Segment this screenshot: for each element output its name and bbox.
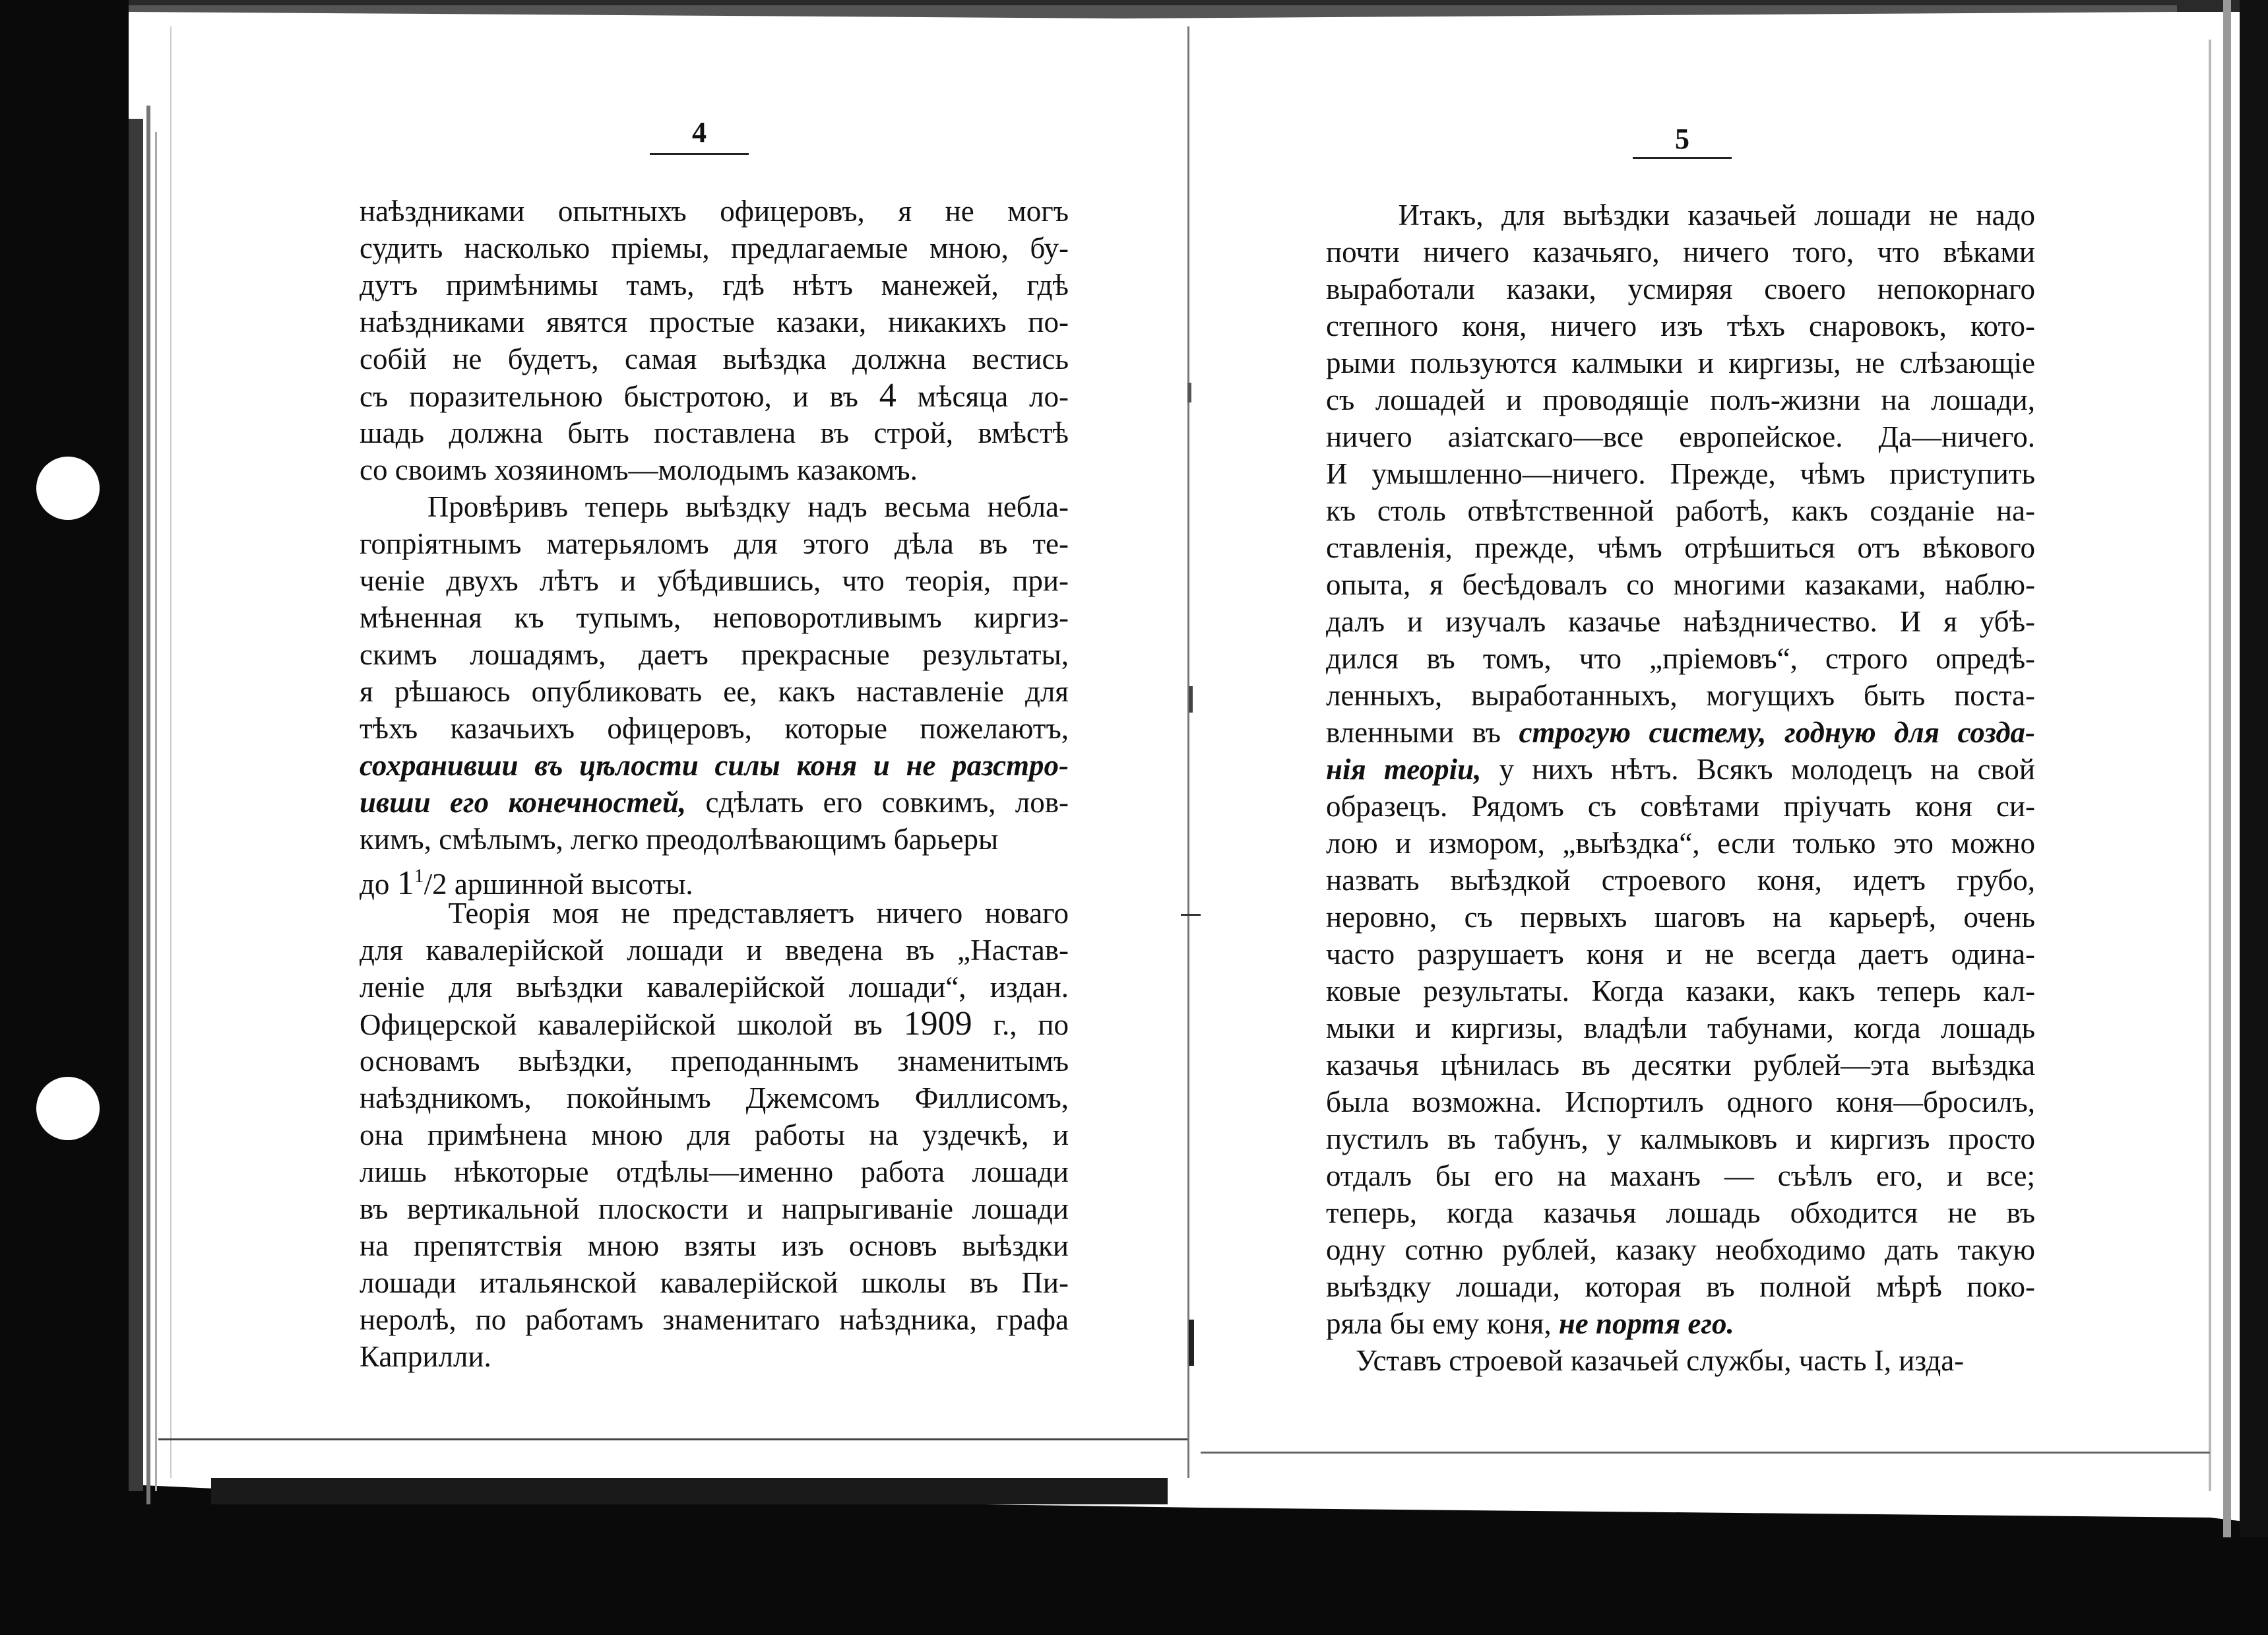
text-segment: не портя его. bbox=[1558, 1307, 1734, 1340]
punch-hole-icon bbox=[36, 457, 100, 520]
text-line bbox=[1326, 825, 2035, 862]
text-segment: судить насколько пріемы, предлагаемые мною, бу- bbox=[360, 232, 1069, 265]
text-segment: на препятствія мною взяты изъ основъ выѣздки bbox=[360, 1229, 1069, 1262]
text-segment: мыки и киргизы, владѣли табунами, когда лошадь bbox=[1326, 1011, 2035, 1044]
text-line bbox=[360, 895, 1069, 932]
text-segment: для кавалерійской лошади и введена въ „Настав- bbox=[360, 934, 1069, 967]
text-segment: выѣздку лошади, которая въ полной мѣрѣ поко- bbox=[1326, 1270, 2035, 1303]
text-segment: Каприлли. bbox=[360, 1340, 491, 1373]
text-segment: опыта, я бесѣдовалъ со многими казаками, наблю- bbox=[1326, 568, 2035, 601]
text-segment: Провѣривъ теперь выѣздку надъ весьма небла- bbox=[360, 490, 1069, 523]
text-segment: была возможна. Испортилъ одного коня—бросилъ, bbox=[1326, 1085, 2035, 1118]
text-line bbox=[1326, 1194, 2035, 1231]
text-line bbox=[360, 1338, 1069, 1375]
text-segment: назвать выѣздкой строевого коня, идетъ грубо, bbox=[1326, 864, 2035, 897]
text-line bbox=[360, 230, 1069, 267]
text-line bbox=[360, 1042, 1069, 1079]
text-segment: Теорія моя не представляетъ ничего новаго bbox=[360, 897, 1069, 930]
text-line bbox=[1326, 492, 2035, 529]
text-segment: сдѣлать его совкимъ, лов- bbox=[686, 786, 1069, 819]
text-line bbox=[1326, 1305, 2035, 1342]
text-segment: лишь нѣкоторые отдѣлы—именно работа лошади bbox=[360, 1155, 1069, 1188]
text-segment: кимъ, смѣлымъ, легко преодолѣвающимъ барьеры bbox=[360, 823, 999, 856]
text-segment: Итакъ, для выѣздки казачьей лошади не надо bbox=[1326, 199, 2035, 232]
text-segment: съ лошадей и проводящіе полъ-жизни на лошади, bbox=[1326, 383, 2035, 416]
text-line bbox=[1326, 418, 2035, 455]
text-line bbox=[360, 636, 1069, 673]
text-segment: шадь должна быть поставлена въ строй, вмѣстѣ bbox=[360, 416, 1069, 449]
text-line bbox=[1326, 1120, 2035, 1157]
text-line bbox=[1326, 1046, 2035, 1083]
text-line bbox=[360, 710, 1069, 747]
text-line bbox=[1326, 566, 2035, 603]
text-segment: Офицерской кавалерійской школой въ bbox=[360, 1008, 904, 1041]
page-number-left: 4 bbox=[692, 116, 707, 148]
text-segment: 1 bbox=[396, 864, 414, 902]
text-line bbox=[360, 1301, 1069, 1338]
text-segment: основамъ выѣздки, преподаннымъ знаменитымъ bbox=[360, 1044, 1069, 1077]
text-line bbox=[360, 1006, 1069, 1042]
text-line bbox=[1326, 1157, 2035, 1194]
text-line bbox=[1326, 936, 2035, 973]
text-line bbox=[360, 1153, 1069, 1190]
text-line bbox=[1326, 234, 2035, 271]
text-segment: пустилъ въ табунъ, у калмыковъ и киргизъ просто bbox=[1326, 1122, 2035, 1155]
text-segment: съ поразительною быстротою, и въ bbox=[360, 380, 879, 413]
text-segment: выработали казаки, усмиряя своего непокорнаго bbox=[1326, 272, 2035, 305]
text-segment: вленными въ bbox=[1326, 716, 1519, 749]
text-segment: ставленія, прежде, чѣмъ отрѣшиться отъ вѣкового bbox=[1326, 531, 2035, 564]
page-body-right bbox=[1326, 197, 2035, 1379]
text-segment: ленныхъ, выработанныхъ, могущихъ быть поста- bbox=[1326, 679, 2035, 712]
text-line bbox=[360, 267, 1069, 304]
text-segment: я рѣшаюсь опубликовать ее, какъ наставленіе для bbox=[360, 675, 1069, 708]
text-segment: И умышленно—ничего. Прежде, чѣмъ приступить bbox=[1326, 457, 2035, 490]
text-line bbox=[360, 858, 1069, 902]
text-line bbox=[1326, 271, 2035, 307]
text-line bbox=[360, 304, 1069, 340]
text-line bbox=[1326, 899, 2035, 936]
text-line bbox=[360, 673, 1069, 710]
text-line bbox=[360, 340, 1069, 377]
text-segment: у нихъ нѣтъ. Всякъ молодецъ на свой bbox=[1481, 753, 2035, 786]
text-segment: собій не будетъ, самая выѣздка должна вестись bbox=[360, 342, 1069, 375]
text-segment: г., по bbox=[972, 1008, 1069, 1041]
text-segment: часто разрушаетъ коня и не всегда даетъ одина- bbox=[1326, 938, 2035, 971]
text-line bbox=[360, 1190, 1069, 1227]
text-line bbox=[360, 562, 1069, 599]
text-segment: она примѣнена мною для работы на уздечкѣ, и bbox=[360, 1118, 1069, 1151]
page-rule-left bbox=[650, 153, 749, 155]
text-line bbox=[1326, 1083, 2035, 1120]
text-segment: далъ и изучалъ казачье наѣздничество. И я убѣ- bbox=[1326, 605, 2035, 638]
text-line bbox=[1326, 640, 2035, 677]
text-segment: къ столь отвѣтственной работѣ, какъ созданіе на- bbox=[1326, 494, 2035, 527]
text-line bbox=[1326, 862, 2035, 899]
text-line bbox=[1326, 455, 2035, 492]
text-segment: лошади итальянской кавалерійской школы въ Пи- bbox=[360, 1266, 1069, 1299]
text-segment: неролѣ, по работамъ знаменитаго наѣздника, графа bbox=[360, 1303, 1069, 1336]
text-line bbox=[360, 1079, 1069, 1116]
text-segment: нія теоріи, bbox=[1326, 753, 1482, 786]
text-segment: сохранивши въ цѣлости силы коня и не разстро- bbox=[360, 749, 1069, 782]
text-line bbox=[1326, 788, 2035, 825]
text-segment: мѣненная къ тупымъ, неповоротливымъ киргиз- bbox=[360, 601, 1069, 634]
text-line bbox=[360, 821, 1069, 858]
text-line bbox=[1326, 529, 2035, 566]
text-line bbox=[1326, 677, 2035, 714]
text-line bbox=[360, 525, 1069, 562]
text-segment: ивши его конечностей, bbox=[360, 786, 687, 819]
text-line bbox=[360, 414, 1069, 451]
text-line bbox=[360, 451, 1069, 488]
text-segment: почти ничего казачьяго, ничего того, что вѣками bbox=[1326, 236, 2035, 269]
text-segment: гопріятнымъ матерьяломъ для этого дѣла въ те- bbox=[360, 527, 1069, 560]
text-line bbox=[360, 1227, 1069, 1264]
text-line bbox=[1326, 197, 2035, 234]
text-segment: Уставъ строевой казачьей службы, часть I, изда- bbox=[1326, 1344, 1965, 1377]
text-segment: теперь, когда казачья лошадь обходится не въ bbox=[1326, 1196, 2035, 1229]
page-body-left bbox=[360, 193, 1069, 1375]
text-segment: наѣздниками явятся простые казаки, никакихъ по- bbox=[360, 305, 1069, 338]
text-line bbox=[360, 747, 1069, 784]
punch-hole-icon bbox=[36, 1077, 100, 1140]
text-line bbox=[360, 1264, 1069, 1301]
text-segment: мѣсяца ло- bbox=[896, 380, 1069, 413]
text-segment: отдалъ бы его на маханъ — съѣлъ его, и все; bbox=[1326, 1159, 2035, 1192]
page-rule-right bbox=[1633, 157, 1732, 159]
text-segment: казачья цѣнилась въ десятки рублей—эта выѣздка bbox=[1326, 1048, 2035, 1081]
text-line bbox=[1326, 1231, 2035, 1268]
text-segment: 1909 bbox=[903, 1005, 972, 1042]
text-line bbox=[360, 784, 1069, 821]
text-line bbox=[360, 932, 1069, 969]
text-line bbox=[1326, 973, 2035, 1010]
text-line bbox=[1326, 1342, 2035, 1379]
text-segment: /2 bbox=[424, 868, 447, 901]
page-number-right: 5 bbox=[1675, 123, 1689, 155]
text-line bbox=[1326, 381, 2035, 418]
text-segment: со своимъ хозяиномъ—молодымъ казакомъ. bbox=[360, 453, 918, 486]
text-line bbox=[1326, 344, 2035, 381]
text-segment: ченіе двухъ лѣтъ и убѣдившись, что теорія, при- bbox=[360, 564, 1069, 597]
text-segment: ряла бы ему коня, bbox=[1326, 1307, 1559, 1340]
text-segment: неровно, съ первыхъ шаговъ на карьерѣ, очень bbox=[1326, 901, 2035, 934]
text-line bbox=[1326, 751, 2035, 788]
text-segment: ничего азіатскаго—все европейское. Да—ничего. bbox=[1326, 420, 2035, 453]
text-segment: дутъ примѣнимы тамъ, гдѣ нѣтъ манежей, гдѣ bbox=[360, 269, 1069, 302]
text-line bbox=[1326, 1010, 2035, 1046]
text-segment: скимъ лошадямъ, даетъ прекрасные результаты, bbox=[360, 638, 1069, 671]
text-segment: 4 bbox=[879, 377, 897, 414]
text-segment: одну сотню рублей, казаку необходимо дать такую bbox=[1326, 1233, 2035, 1266]
text-segment: ковые результаты. Когда казаки, какъ теперь кал- bbox=[1326, 975, 2035, 1008]
text-segment: до bbox=[360, 868, 397, 901]
text-segment: 1 bbox=[414, 865, 424, 887]
text-segment: лою и измором, „выѣздка“, если только это можно bbox=[1326, 827, 2035, 860]
text-segment: строгую систему, годную для созда- bbox=[1519, 716, 2035, 749]
text-line bbox=[360, 599, 1069, 636]
text-segment: степного коня, ничего изъ тѣхъ снаровокъ, кото- bbox=[1326, 309, 2035, 342]
text-line bbox=[360, 193, 1069, 230]
text-segment: образецъ. Рядомъ съ совѣтами пріучать коня си- bbox=[1326, 790, 2035, 823]
text-segment: наѣздниками опытныхъ офицеровъ, я не могъ bbox=[360, 195, 1069, 228]
text-segment: тѣхъ казачьихъ офицеровъ, которые пожелаютъ, bbox=[360, 712, 1069, 745]
text-segment: рыми пользуются калмыки и киргизы, не слѣзающіе bbox=[1326, 346, 2035, 379]
text-segment: аршинной высоты. bbox=[447, 868, 693, 901]
text-line bbox=[360, 1116, 1069, 1153]
text-segment: леніе для выѣздки кавалерійской лошади“, издан. bbox=[360, 971, 1069, 1004]
text-segment: дился въ томъ, что „пріемовъ“, строго опредѣ- bbox=[1326, 642, 2035, 675]
text-segment: наѣздникомъ, покойнымъ Джемсомъ Филлисомъ, bbox=[360, 1081, 1069, 1114]
text-line bbox=[360, 377, 1069, 414]
text-line bbox=[360, 488, 1069, 525]
text-line bbox=[360, 969, 1069, 1006]
text-line bbox=[1326, 714, 2035, 751]
text-segment: въ вертикальной плоскости и напрыгиваніе лошади bbox=[360, 1192, 1069, 1225]
text-line bbox=[1326, 307, 2035, 344]
text-line bbox=[1326, 1268, 2035, 1305]
text-line bbox=[1326, 603, 2035, 640]
